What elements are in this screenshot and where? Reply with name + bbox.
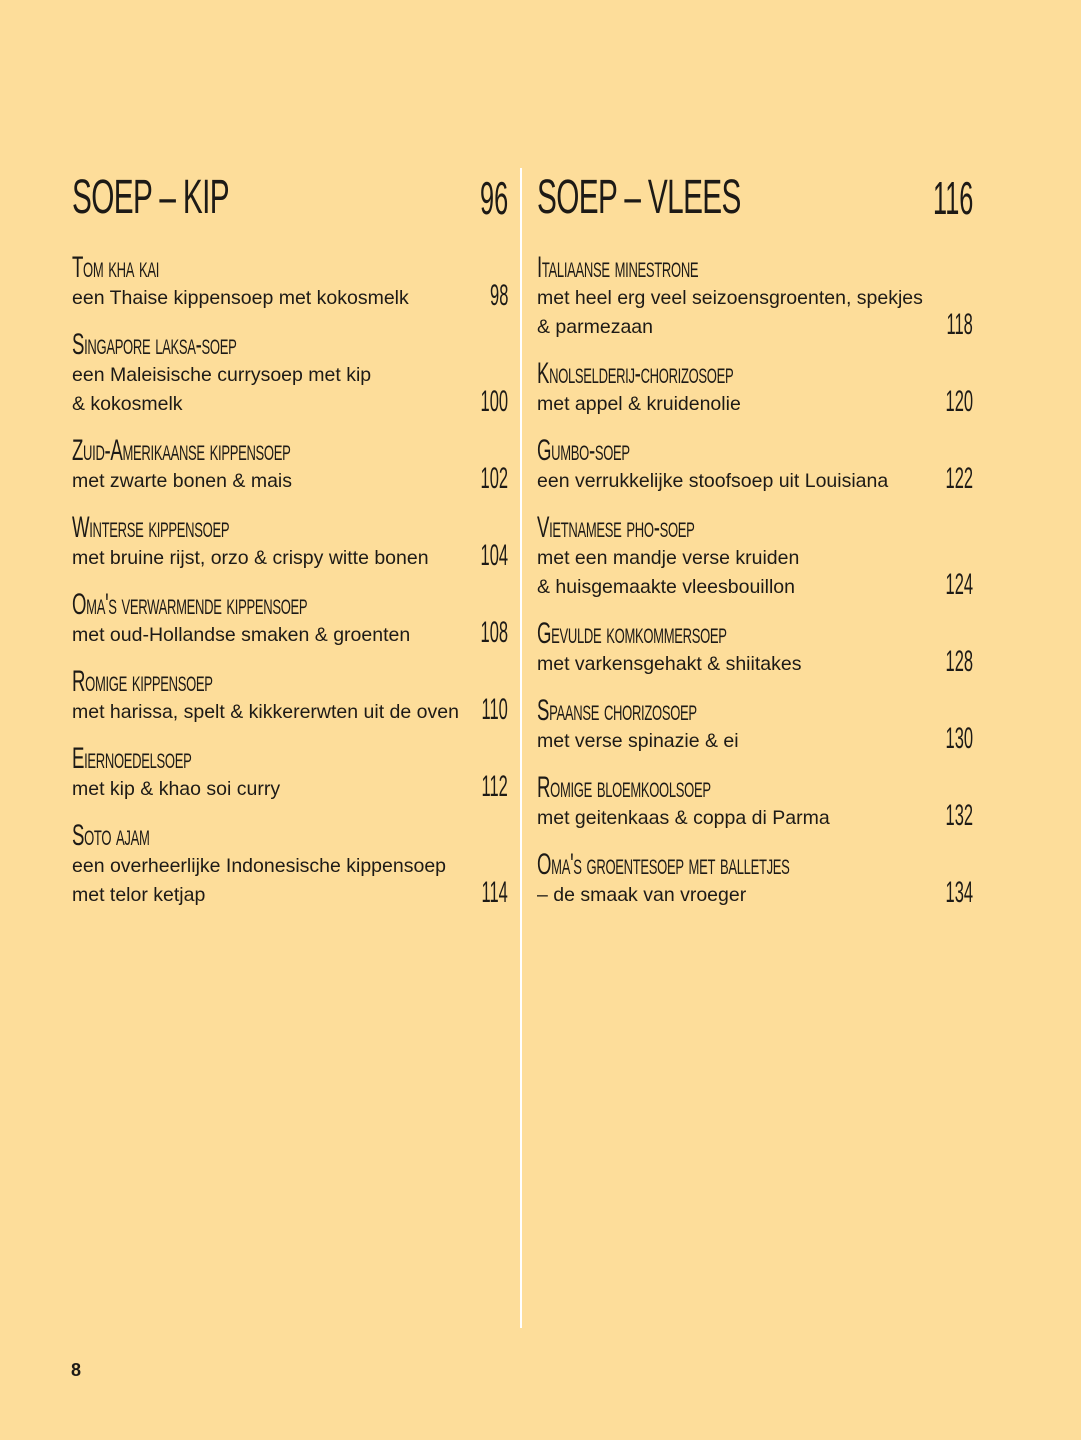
recipe-description: met kip & khao soi curry [72,778,281,800]
page-number: 8 [71,1360,82,1380]
section-title: SOEP – VLEES [537,171,741,224]
recipe-entry [72,743,508,804]
recipe-title: Gevulde komkommersoep [537,617,727,650]
recipe-list [537,252,973,910]
recipe-page-number: 100 [480,385,508,418]
recipe-description: met zwarte bonen & mais [72,470,293,492]
recipe-description: een overheerlijke Indonesische kippensoep met telor ketjap [72,855,447,906]
recipe-page-number: 124 [945,568,973,601]
recipe-description: met appel & kruidenolie [537,393,741,415]
recipe-entry [72,820,508,910]
recipe-description: met een mandje verse kruiden & huisgemaakte vleesbouillon [537,547,800,598]
right-column [537,168,973,926]
recipe-entry [72,512,508,573]
section-title: SOEP – KIP [72,171,230,224]
recipe-title: Eiernoedelsoep [72,742,192,775]
recipe-description: met varkensgehakt & shiitakes [537,653,802,675]
recipe-title: Knolselderij-chorizosoep [537,357,734,390]
recipe-entry [537,695,973,756]
recipe-page-number: 102 [480,462,508,495]
recipe-description: met geitenkaas & coppa di Parma [537,807,830,829]
recipe-entry [72,589,508,650]
recipe-description: met heel erg veel seizoensgroenten, spekjes & parmezaan [537,287,923,338]
recipe-entry [72,329,508,419]
recipe-title: Vietnamese pho-soep [537,511,695,544]
section-page-number: 96 [479,172,508,224]
recipe-entry [537,512,973,602]
recipe-title: Oma's groentesoep met balletjes [537,848,790,881]
recipe-entry [72,435,508,496]
recipe-title: Romige bloemkoolsoep [537,771,711,804]
recipe-entry [72,252,508,313]
recipe-page-number: 122 [945,462,973,495]
recipe-page-number: 110 [481,693,508,726]
recipe-description: een verrukkelijke stoofsoep uit Louisiana [537,470,889,492]
recipe-page-number: 118 [946,308,973,341]
recipe-page-number: 112 [481,770,508,803]
recipe-title: Singapore laksa-soep [72,328,237,361]
section-header-kip [72,168,508,252]
recipe-entry [537,618,973,679]
recipe-description: een Thaise kippensoep met kokosmelk [72,287,409,309]
recipe-description: met verse spinazie & ei [537,730,739,752]
recipe-entry [537,772,973,833]
left-column [72,168,508,926]
recipe-page-number: 120 [945,385,973,418]
recipe-description: met bruine rijst, orzo & crispy witte bonen [72,547,429,569]
recipe-description: een Maleisische currysoep met kip & kokosmelk [72,364,372,415]
recipe-title: Tom kha kai [72,251,160,284]
recipe-page-number: 130 [945,722,973,755]
recipe-description: met oud-Hollandse smaken & groenten [72,624,411,646]
recipe-description: met harissa, spelt & kikkererwten uit de oven [72,701,459,723]
section-header-vlees [537,168,973,252]
recipe-description: – de smaak van vroeger [537,884,747,906]
recipe-title: Romige kippensoep [72,665,213,698]
recipe-title: Oma's verwarmende kippensoep [72,588,308,621]
recipe-page-number: 128 [945,645,973,678]
recipe-title: Spaanse chorizosoep [537,694,697,727]
recipe-page-number: 108 [480,616,508,649]
recipe-entry [537,849,973,910]
recipe-title: Soto ajam [72,819,150,852]
recipe-page-number: 132 [945,799,973,832]
recipe-title: Italiaanse minestrone [537,251,699,284]
section-page-number: 116 [932,172,973,224]
column-divider [520,168,522,1328]
recipe-page-number: 134 [945,876,973,909]
recipe-entry [537,435,973,496]
recipe-entry [537,252,973,342]
recipe-page-number: 98 [489,279,508,312]
recipe-title: Winterse kippensoep [72,511,230,544]
recipe-entry [72,666,508,727]
recipe-list [72,252,508,910]
recipe-page-number: 114 [481,876,508,909]
recipe-title: Gumbo-soep [537,434,630,467]
recipe-page-number: 104 [480,539,508,572]
recipe-title: Zuid-Amerikaanse kippensoep [72,434,291,467]
recipe-entry [537,358,973,419]
